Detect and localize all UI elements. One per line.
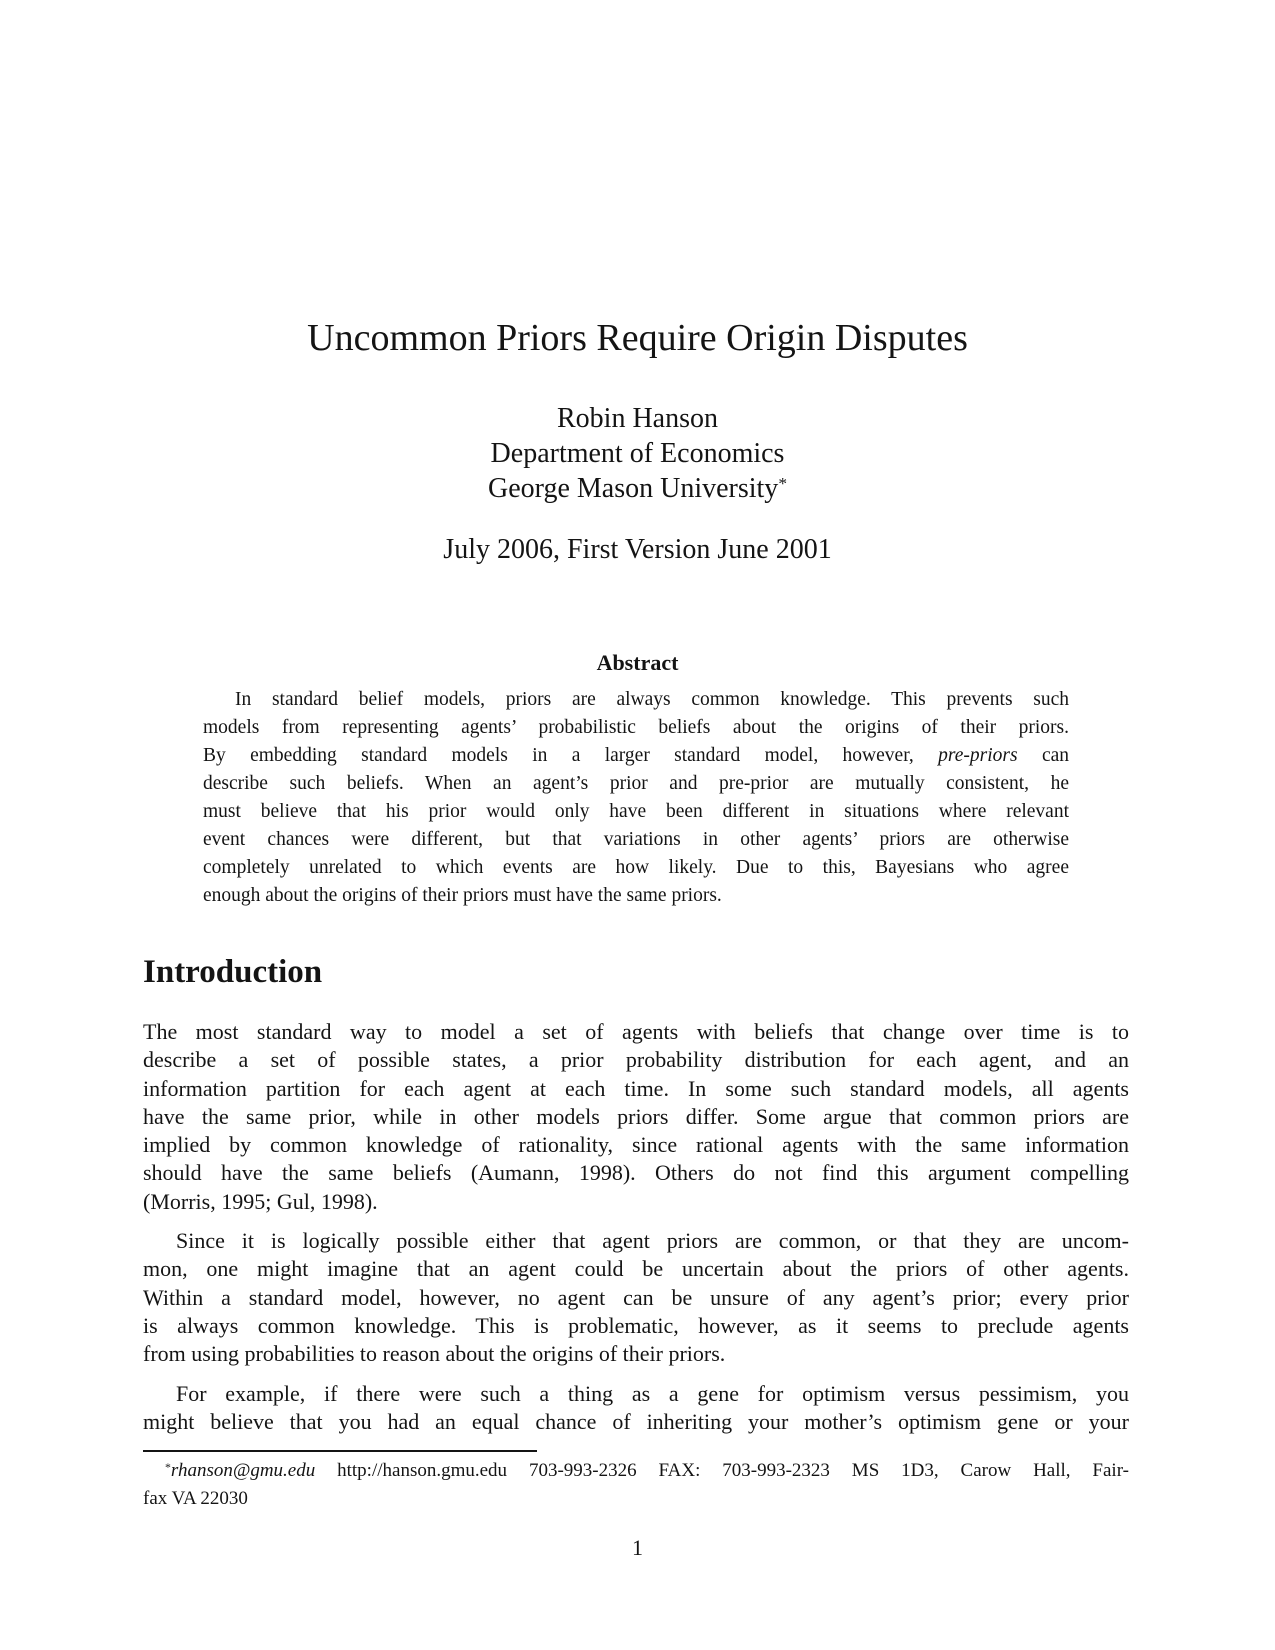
abstract-text: In standard belief models, priors are always common knowledge. This prevents such models from representing agents’ probabilistic beliefs about the origins of their priors. By embedding standard models in a larger standard model, however, pre-priors can describe such beliefs. When an agent’s prior and pre-prior are mutually consistent, he must believe that his prior would only have been different in situations where relevant event chances were different, but that variations in other agents’ priors are otherwise completely unrelated to which events are how likely. Due to this, Bayesians who agree enough about the origins of their priors must have the same priors. bbox=[203, 689, 1070, 906]
footnote-text: *rhanson@gmu.edu http://hanson.gmu.edu 703-993-2326 FAX: 703-993-2323 MS 1D3, Carow Hall, Fair- fax VA 22030 bbox=[143, 1460, 1129, 1509]
author-block: Robin Hanson Department of Economics George Mason University* bbox=[487, 403, 787, 504]
paper-date: July 2006, First Version June 2001 bbox=[443, 534, 832, 565]
page-number: 1 bbox=[632, 1535, 643, 1560]
intro-paragraph-1: The most standard way to model a set of agents with beliefs that change over time is to describe a set of possible states, a prior probability distribution for each agent, and an information partition for each agent at each time. In some such standard models, all agents have the same prior, while in other models priors differ. Some argue that common priors are implied by common knowledge of rationality, since rational agents with the same information should have the same beliefs (Aumann, 1998). Others do not find this argument compelling (Morris, 1995; Gul, 1998). bbox=[143, 1019, 1129, 1214]
section-heading-introduction: Introduction bbox=[143, 954, 323, 990]
introduction-body bbox=[143, 1018, 1129, 1436]
paper-title: Uncommon Priors Require Origin Disputes bbox=[307, 317, 968, 359]
intro-paragraph-2: Since it is logically possible either that agent priors are common, or that they are uncom- mon, one might imagine that an agent could be uncertain about the priors of other agents. Within a standard model, however, no agent can be unsure of any agent’s prior; every prior is always common knowledge. This is problematic, however, as it seems to preclude agents from using probabilities to reason about the origins of their priors. bbox=[143, 1228, 1129, 1367]
abstract-heading: Abstract bbox=[596, 650, 679, 675]
footnote-rule bbox=[143, 1450, 537, 1452]
intro-paragraph-3: For example, if there were such a thing as a gene for optimism versus pessimism, you might believe that you had an equal chance of inheriting your mother’s optimism gene or your bbox=[143, 1380, 1129, 1434]
